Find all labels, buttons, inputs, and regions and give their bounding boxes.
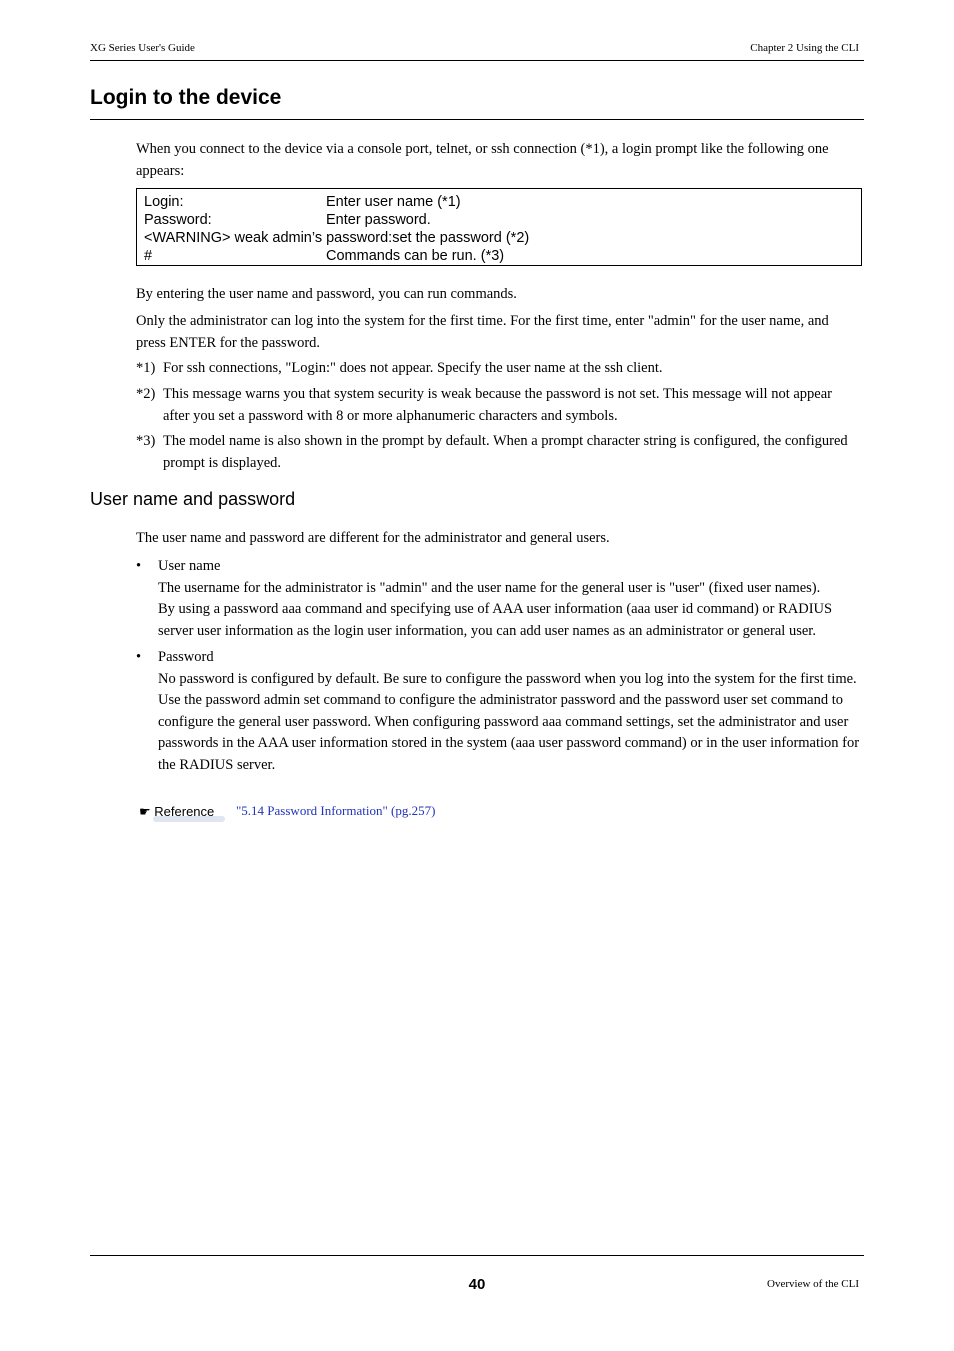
prompt-value: Commands can be run. (*3): [326, 248, 505, 264]
footnote-mark: *1): [136, 360, 156, 376]
running-footer-right: Overview of the CLI: [767, 1278, 859, 1290]
section-title: User name and password: [90, 489, 296, 509]
prompt-label: Password:: [144, 212, 212, 228]
prompt-row: [144, 193, 861, 211]
bullet-item-user-name: [136, 556, 862, 642]
bullet-line: No password is configured by default. Be sure to configure the password when you log into the system for the first time. Use the password admin set command to configure the administrator password and the password user set command to configure the general user password. When configuring password aaa command settings, set the administrator and user passwords in the AAA user information stored in the system (aaa user password command) or in the user information for the RADIUS server.: [158, 670, 860, 773]
footnote-mark: *3): [136, 433, 156, 449]
bullet-item-password: [136, 647, 862, 776]
title-rule: [90, 119, 864, 120]
intro-paragraph: When you connect to the device via a console port, telnet, or ssh connection (*1), a login prompt like the following one appears:: [136, 141, 829, 179]
prompt-row: [144, 211, 861, 229]
running-header-left: XG Series User's Guide: [90, 42, 195, 54]
prompt-value: Enter user name (*1): [326, 194, 461, 210]
bullet-title: User name: [158, 558, 221, 574]
bullet-mark: •: [136, 649, 142, 665]
section-intro: The user name and password are different for the administrator and general users.: [136, 530, 610, 546]
footnote-text: This message warns you that system security is weak because the password is not set. This message will not appear after you set a password with 8 or more alphanumeric characters and symbols.: [163, 386, 833, 424]
prompt-row: [144, 229, 861, 247]
prompt-row: [144, 247, 861, 265]
footer-rule: [90, 1255, 864, 1256]
page-number: 40: [468, 1276, 486, 1293]
prompt-value: Enter password.: [326, 212, 431, 228]
paragraph-first-login: Only the administrator can log into the system for the first time. For the first time, enter "admin" for the user name, and press ENTER for the password.: [136, 313, 829, 351]
footnote-text: The model name is also shown in the prompt by default. When a prompt character string is configured, the configured prompt is displayed.: [163, 433, 848, 471]
pointing-hand-icon: ☛: [139, 804, 151, 819]
reference-badge: [139, 802, 229, 820]
header-rule: [90, 60, 864, 61]
footnote: [136, 431, 862, 474]
page-title: Login to the device: [90, 86, 282, 109]
footnote: [136, 384, 862, 427]
prompt-label: #: [144, 248, 153, 264]
prompt-label: <WARNING> weak admin’s password:set the password (*2): [144, 230, 530, 246]
footnote: [136, 358, 862, 380]
bullet-title: Password: [158, 649, 214, 665]
reference-link[interactable]: "5.14 Password Information" (pg.257): [236, 803, 436, 818]
footnote-mark: *2): [136, 386, 156, 402]
footnote-text: For ssh connections, "Login:" does not appear. Specify the user name at the ssh client.: [163, 360, 663, 376]
paragraph-run-commands: By entering the user name and password, you can run commands.: [136, 286, 517, 302]
reference-label: Reference: [154, 804, 215, 819]
bullet-mark: •: [136, 558, 142, 574]
login-prompt-box: [136, 188, 862, 266]
running-header-right: Chapter 2 Using the CLI: [750, 42, 859, 54]
bullet-line: By using a password aaa command and specifying use of AAA user information (aaa user id command) or RADIUS server user information as the login user information, you can add user names as an administrator or general user.: [158, 601, 833, 639]
prompt-label: Login:: [144, 194, 184, 210]
bullet-line: The username for the administrator is "admin" and the user name for the general user is "user" (fixed user names).: [158, 579, 821, 596]
